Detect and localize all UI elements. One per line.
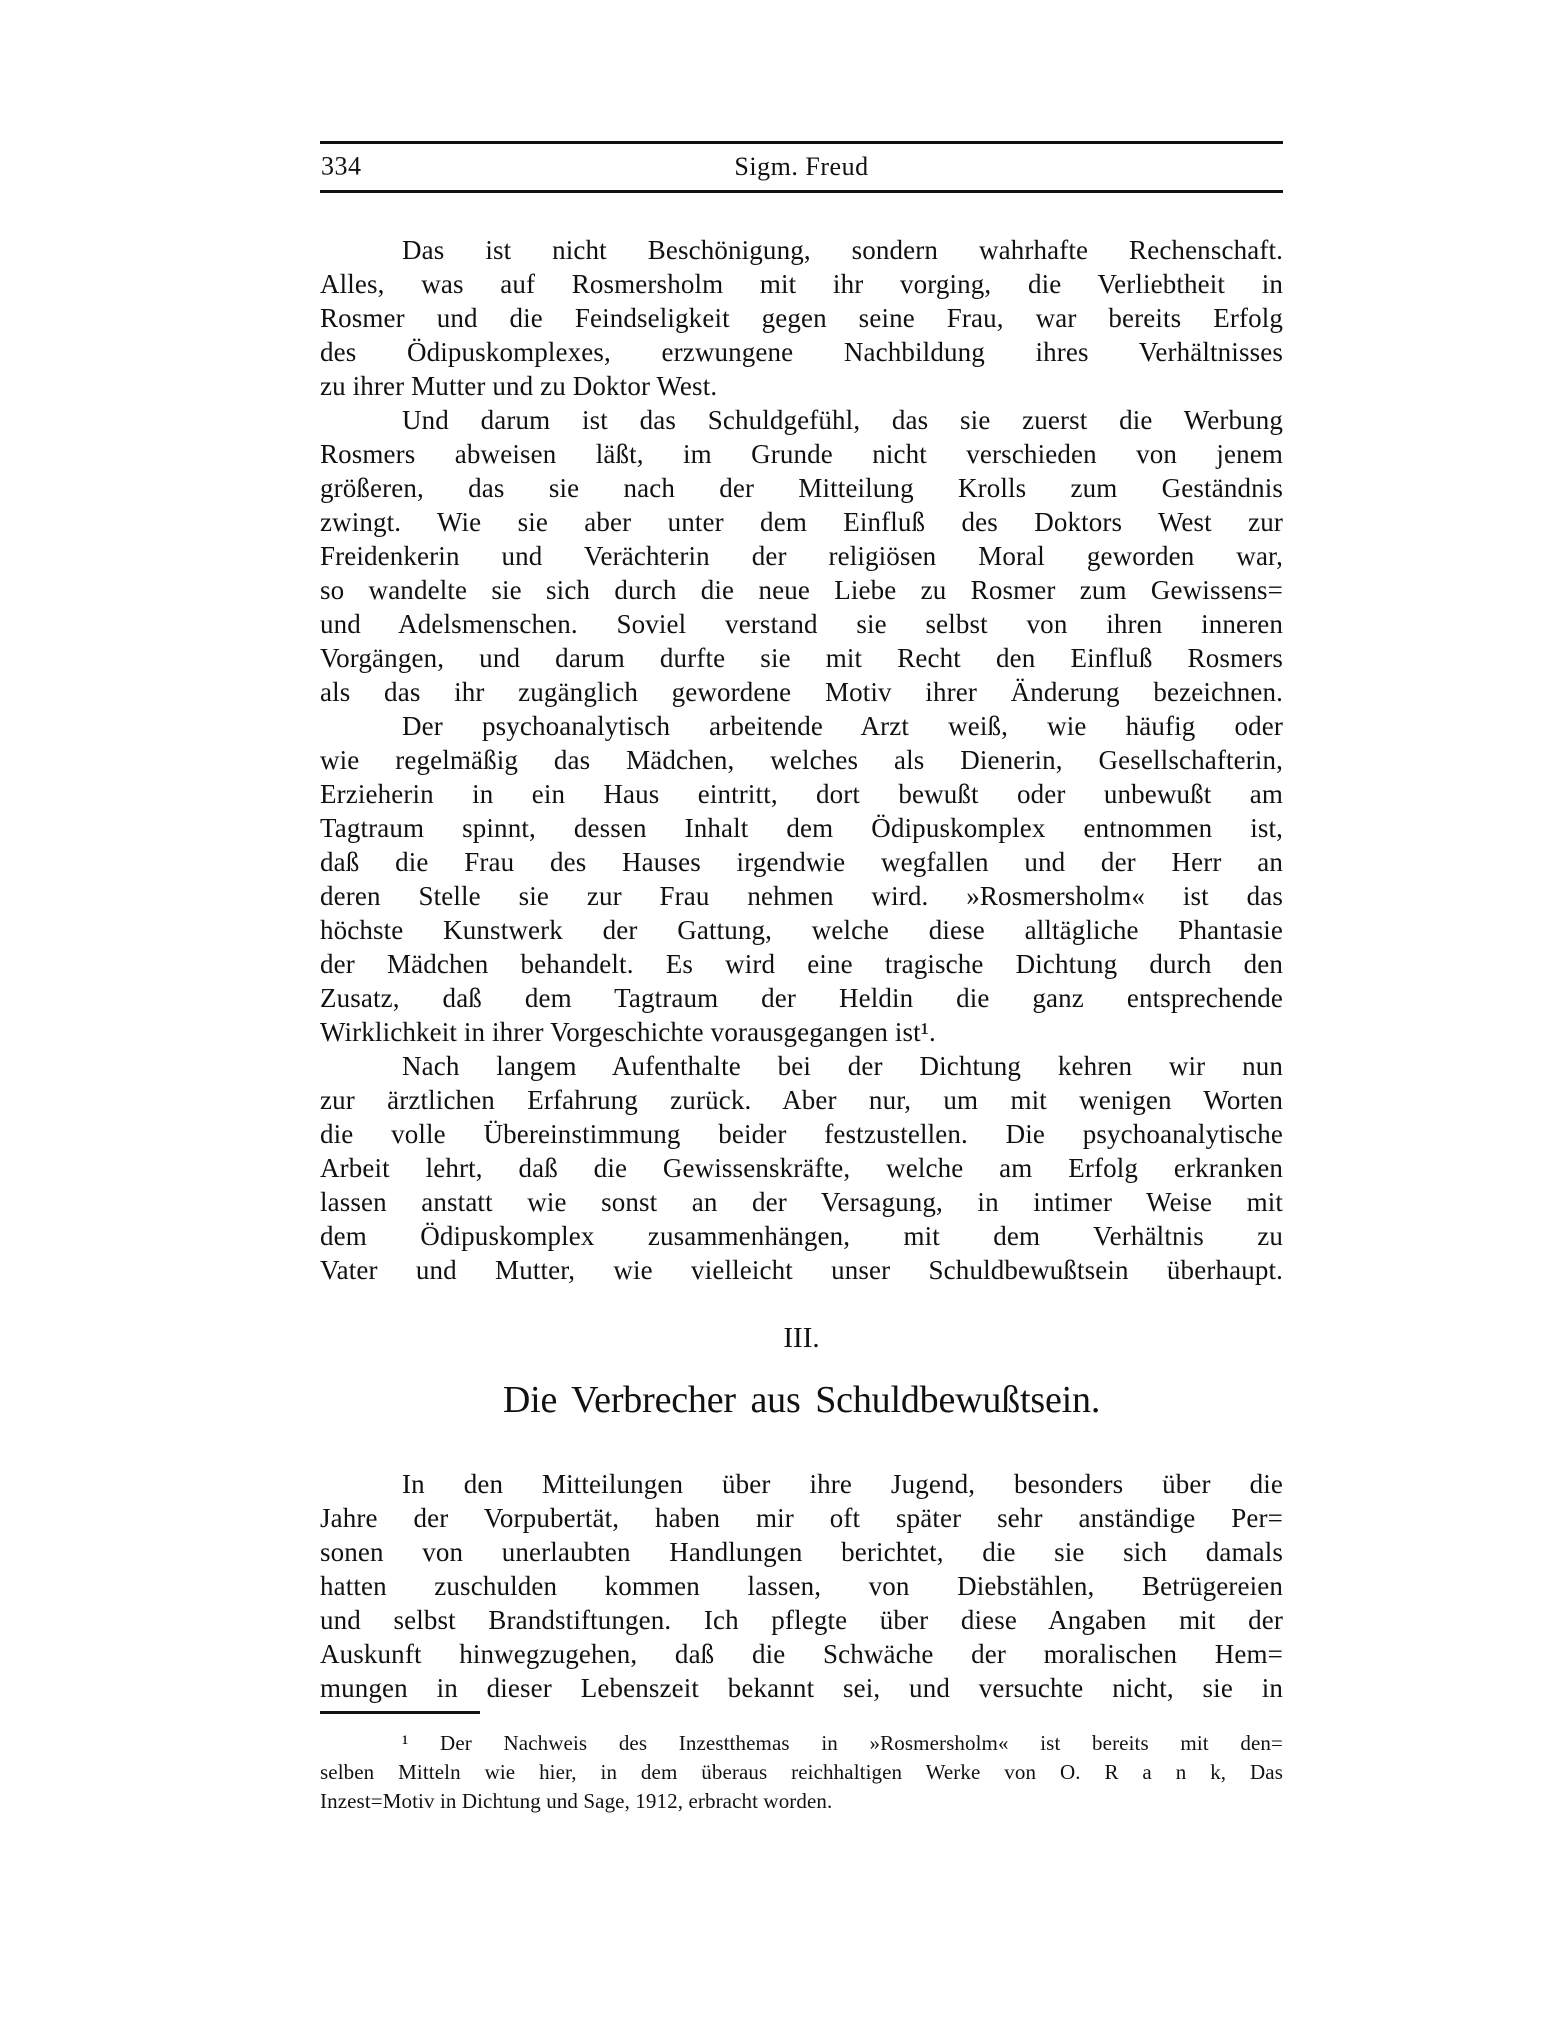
text-line: lassen anstatt wie sonst an der Versagung, in intimer Weise mit (320, 1187, 1283, 1217)
text-line: zu ihrer Mutter und zu Doktor West. (320, 371, 718, 401)
text-line: selben Mitteln wie hier, in dem überaus reichhaltigen Werke von O. R a n k, Das (320, 1760, 1283, 1784)
paragraph (320, 1049, 1283, 1287)
section-numeral: III. (783, 1322, 820, 1354)
text-line: des Ödipuskomplexes, erzwungene Nachbildung ihres Verhältnisses (320, 337, 1283, 367)
text-line: deren Stelle sie zur Frau nehmen wird. »Rosmersholm« ist das (320, 881, 1283, 911)
text-line: höchste Kunstwerk der Gattung, welche diese alltägliche Phantasie (320, 915, 1283, 945)
text-line: Das ist nicht Beschönigung, sondern wahrhafte Rechenschaft. (402, 235, 1283, 265)
paragraph (320, 403, 1283, 709)
text-line: so wandelte sie sich durch die neue Liebe zu Rosmer zum Gewissens= (320, 575, 1283, 605)
text-line: Tagtraum spinnt, dessen Inhalt dem Ödipuskomplex entnommen ist, (320, 813, 1283, 843)
footnote-paragraphs (320, 1729, 1283, 1816)
text-line: und selbst Brandstiftungen. Ich pflegte über diese Angaben mit der (320, 1605, 1283, 1635)
text-line: Vorgängen, und darum durfte sie mit Recht den Einfluß Rosmers (320, 643, 1283, 673)
text-block (320, 233, 1283, 1816)
text-line: der Mädchen behandelt. Es wird eine tragische Dichtung durch den (320, 949, 1283, 979)
text-line: Auskunft hinwegzugehen, daß die Schwäche der moralischen Hem= (320, 1639, 1283, 1669)
header-row (320, 144, 1283, 190)
text-line: hatten zuschulden kommen lassen, von Diebstählen, Betrügereien (320, 1571, 1283, 1601)
running-header (320, 141, 1283, 193)
paragraph (320, 709, 1283, 1049)
text-line: die volle Übereinstimmung beider festzustellen. Die psychoanalytische (320, 1119, 1283, 1149)
text-line: und Adelsmenschen. Soviel verstand sie selbst von ihren inneren (320, 609, 1283, 639)
text-line: Zusatz, daß dem Tagtraum der Heldin die ganz entsprechende (320, 983, 1283, 1013)
text-line: Nach langem Aufenthalte bei der Dichtung kehren wir nun (402, 1051, 1283, 1081)
body-paragraphs (320, 233, 1283, 1287)
text-line: Rosmers abweisen läßt, im Grunde nicht verschieden von jenem (320, 439, 1283, 469)
text-line: sonen von unerlaubten Handlungen berichtet, die sie sich damals (320, 1537, 1283, 1567)
text-line: Erzieherin in ein Haus eintritt, dort bewußt oder unbewußt am (320, 779, 1283, 809)
text-line: als das ihr zugänglich gewordene Motiv ihrer Änderung bezeichnen. (320, 677, 1283, 707)
running-title: Sigm. Freud (734, 152, 869, 181)
text-line: Jahre der Vorpubertät, haben mir oft später sehr anständige Per= (320, 1503, 1283, 1533)
text-line: In den Mitteilungen über ihre Jugend, besonders über die (402, 1469, 1283, 1499)
text-line: dem Ödipuskomplex zusammenhängen, mit dem Verhältnis zu (320, 1221, 1283, 1251)
footnote-rule (320, 1711, 480, 1714)
page-number: 334 (321, 151, 362, 181)
text-line: Und darum ist das Schuldgefühl, das sie zuerst die Werbung (402, 405, 1283, 435)
text-line: zwingt. Wie sie aber unter dem Einfluß des Doktors West zur (320, 507, 1283, 537)
header-rule-bottom (320, 190, 1283, 193)
paragraph (320, 1729, 1283, 1816)
text-line: größeren, das sie nach der Mitteilung Krolls zum Geständnis (320, 473, 1283, 503)
text-line: Der psychoanalytisch arbeitende Arzt weiß, wie häufig oder (402, 711, 1283, 741)
text-line: Vater und Mutter, wie vielleicht unser Schuldbewußtsein überhaupt. (320, 1255, 1283, 1285)
text-line: Wirklichkeit in ihrer Vorgeschichte vorausgegangen ist¹. (320, 1017, 936, 1047)
section-title: Die Verbrecher aus Schuldbewußtsein. (502, 1379, 1101, 1421)
text-line: wie regelmäßig das Mädchen, welches als Dienerin, Gesellschafterin, (320, 745, 1283, 775)
section-paragraphs (320, 1467, 1283, 1705)
paragraph (320, 233, 1283, 403)
paragraph (320, 1467, 1283, 1705)
text-line: ¹ Der Nachweis des Inzestthemas in »Rosmersholm« ist bereits mit den= (402, 1731, 1283, 1755)
text-line: Arbeit lehrt, daß die Gewissenskräfte, welche am Erfolg erkranken (320, 1153, 1283, 1183)
text-line: Freidenkerin und Verächterin der religiösen Moral geworden war, (320, 541, 1283, 571)
text-line: daß die Frau des Hauses irgendwie wegfallen und der Herr an (320, 847, 1283, 877)
text-line: zur ärztlichen Erfahrung zurück. Aber nur, um mit wenigen Worten (320, 1085, 1283, 1115)
text-line: Rosmer und die Feindseligkeit gegen seine Frau, war bereits Erfolg (320, 303, 1283, 333)
footnote (320, 1711, 1283, 1816)
text-line: Alles, was auf Rosmersholm mit ihr vorging, die Verliebtheit in (320, 269, 1283, 299)
text-line: mungen in dieser Lebenszeit bekannt sei, und versuchte nicht, sie in (320, 1673, 1283, 1703)
text-line: Inzest=Motiv in Dichtung und Sage, 1912, erbracht worden. (320, 1789, 833, 1813)
